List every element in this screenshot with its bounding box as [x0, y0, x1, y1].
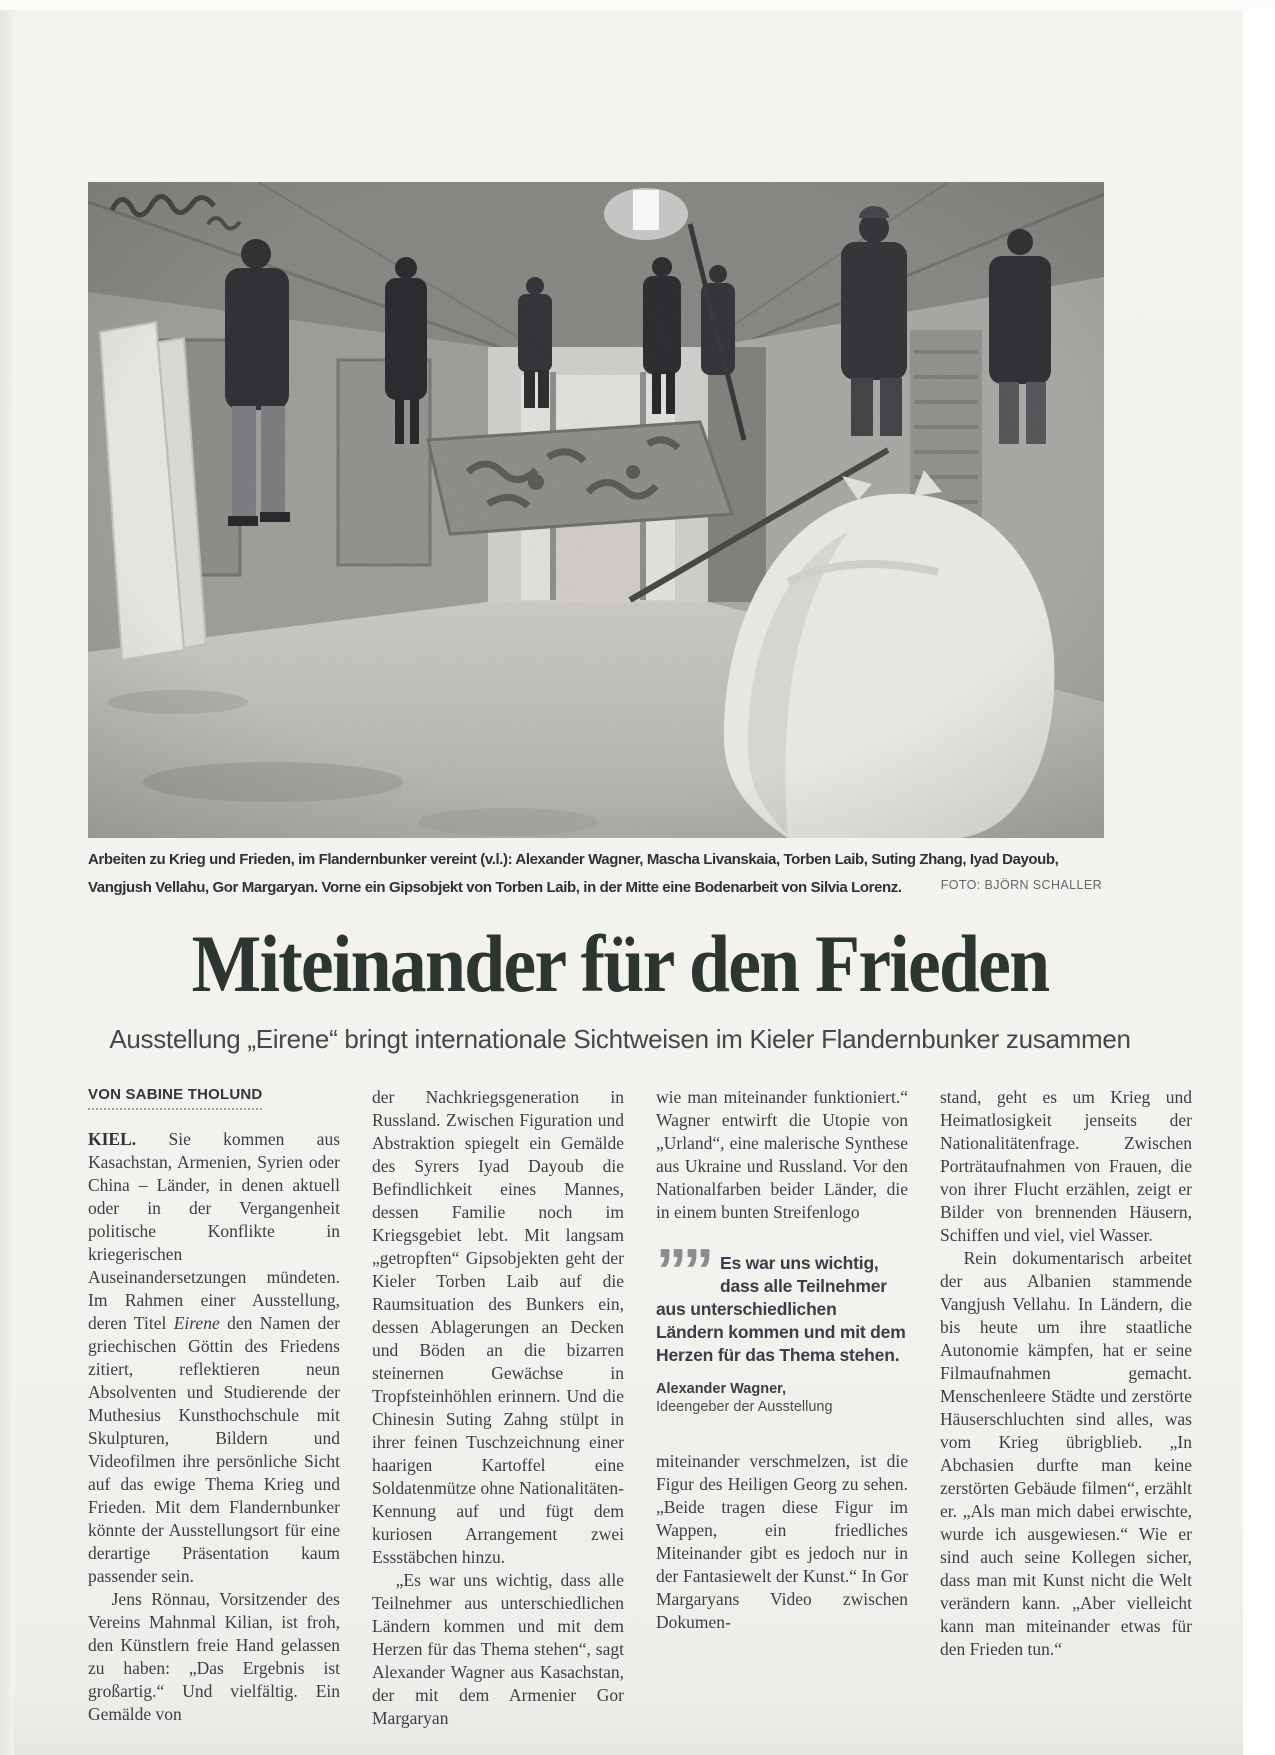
- paragraph: „Es war uns wichtig, dass alle Teilnehmer aus unterschiedlichen Ländern kommen und mit dem Herzen für das Thema stehen“, sagt Alexander Wagner aus Kasachstan, der mit dem Armenier Gor Margaryan: [372, 1570, 624, 1728]
- paragraph: [88, 1128, 340, 1588]
- subheadline: Ausstellung „Eirene“ bringt internationale Sichtweisen im Kieler Flandernbunker zusammen: [109, 1024, 1131, 1054]
- exhibition-title: Eirene: [173, 1313, 220, 1333]
- paragraph-text: Sie kommen aus Kasachstan, Armenien, Syrien oder China – Länder, in denen aktuell oder in der Vergangenheit politische Konflikte in kriegerischen Auseinandersetzungen mündeten. Im Rahmen einer Ausstellung, deren Titel: [88, 1129, 341, 1333]
- article-photo: [88, 182, 1104, 838]
- dateline: KIEL.: [88, 1129, 137, 1149]
- quote-author-role: Ideengeber der Ausstellung: [656, 1399, 833, 1415]
- paragraph: Rein dokumentarisch arbeitet der aus Albanien stammende Vangjush Vellahu. In Ländern, die bis heute um ihre staatliche Autonomie kämpfen, hat er seine Filmaufnahmen gemacht. Menschenleere Städte und zerstörte Häuserschluchten sind alles, was vom Krieg übrigblieb. „In Abchasien durfte man keine zerstörten Gebäude filmen“, erzählt er. „Als man mich dabei erwischte, wurde ich ausgewiesen.“ Wie er sind auch seine Kollegen sicher, dass man mit Kunst nicht die Welt verändern kann. „Aber vielleicht kann man miteinander etwas für den Frieden tun.“: [940, 1248, 1192, 1659]
- column-2: [372, 1086, 624, 1730]
- column-4: [940, 1086, 1192, 1661]
- column-1: [88, 1086, 340, 1726]
- column-3: [656, 1086, 908, 1634]
- photo-caption: [88, 846, 1104, 902]
- paragraph: der Nachkriegsgeneration in Russland. Zwischen Figuration und Abstraktion spiegelt ein Gemälde des Syrers Iyad Dayoub die Befindlichkeit eines Mannes, dessen Familie noch im Kriegsgebiet lebt. Mit langsam „getropften“ Gipsobjekten geht der Kieler Torben Laib auf die Raumsituation des Bunkers ein, dessen Ablagerungen an Decken und Böden an die bizarren steinernen Gewächse in Tropfsteinhöhlen erinnern. Und die Chinesin Suting Zahng stülpt in ihrer feinen Tuschzeichnung einer haarigen Kartoffel eine Soldatenmütze ohne Nationalitäten-Kennung auf und fügt dem kuriosen Arrangement zwei Essstäbchen hinzu.: [372, 1087, 624, 1567]
- headline: Miteinander für den Frieden: [191, 918, 1049, 1009]
- paragraph-text: den Namen der griechischen Göttin des Friedens zitiert, reflektieren neun Absolventen und Studierende der Muthesius Kunsthochschule mit Skulpturen, Bildern und Videofilmen ihre persönliche Sicht auf das ewige Thema Krieg und Frieden. Mit dem Flandernbunker könnte der Ausstellungsort für eine derartige Präsentation kaum passender sein.: [88, 1313, 340, 1586]
- photo-credit: FOTO: BJÖRN SCHALLER: [940, 878, 1102, 892]
- paragraph: Jens Rönnau, Vorsitzender des Vereins Mahnmal Kilian, ist froh, den Künstlern freie Hand gelassen zu haben: „Das Ergebnis ist großartig.“ Und vielfältig. Ein Gemälde von: [88, 1589, 340, 1724]
- quote-author: Alexander Wagner,: [656, 1381, 787, 1397]
- scan-edge-right: [1243, 0, 1275, 1755]
- pull-quote-text: [656, 1237, 908, 1367]
- bunker-scene: [88, 182, 1104, 838]
- paragraph: miteinander verschmelzen, ist die Figur des Heiligen Georg zu sehen. „Beide tragen diese Figur im Wappen, ein friedliches Miteinander gibt es jedoch nur in der Fantasiewelt der Kunst.“ In Gor Margaryans Video zwischen Dokumen-: [656, 1451, 908, 1632]
- quote-marks-icon: ””: [656, 1237, 710, 1306]
- paragraph: wie man miteinander funktioniert.“ Wagner entwirft die Utopie von „Urland“, eine malerische Synthese aus Ukraine und Russland. Vor den Nationalfarben beider Länder, die in einem bunten Streifenlogo: [656, 1087, 908, 1222]
- pull-quote-attribution: [656, 1380, 908, 1416]
- scan-edge-top: [0, 0, 1275, 10]
- scan-edge-left: [0, 0, 14, 1755]
- article-body: [88, 1086, 1192, 1730]
- pull-quote-body: Es war uns wichtig, dass alle Teilnehmer aus unterschiedlichen Ländern kommen und mit dem Herzen für das Thema stehen.: [656, 1253, 906, 1365]
- byline: VON SABINE THOLUND: [88, 1086, 262, 1110]
- pull-quote: [656, 1237, 908, 1416]
- paragraph: stand, geht es um Krieg und Heimatlosigkeit jenseits der Nationalitätenfrage. Zwischen Porträtaufnahmen von Frauen, die von ihrer Flucht erzählen, zeigt er Bilder von brennenden Häusern, Schiffen und viel, viel Wasser.: [940, 1087, 1192, 1245]
- caption-text: Arbeiten zu Krieg und Frieden, im Flandernbunker vereint (v.l.): Alexander Wagner, Mascha Livanskaia, Torben Laib, Suting Zhang, Iyad Dayoub, Vangjush Vellahu, Gor Margaryan. Vorne ein Gipsobjekt von Torben Laib, in der Mitte eine Bodenarbeit von Silvia Lorenz.: [88, 851, 1059, 896]
